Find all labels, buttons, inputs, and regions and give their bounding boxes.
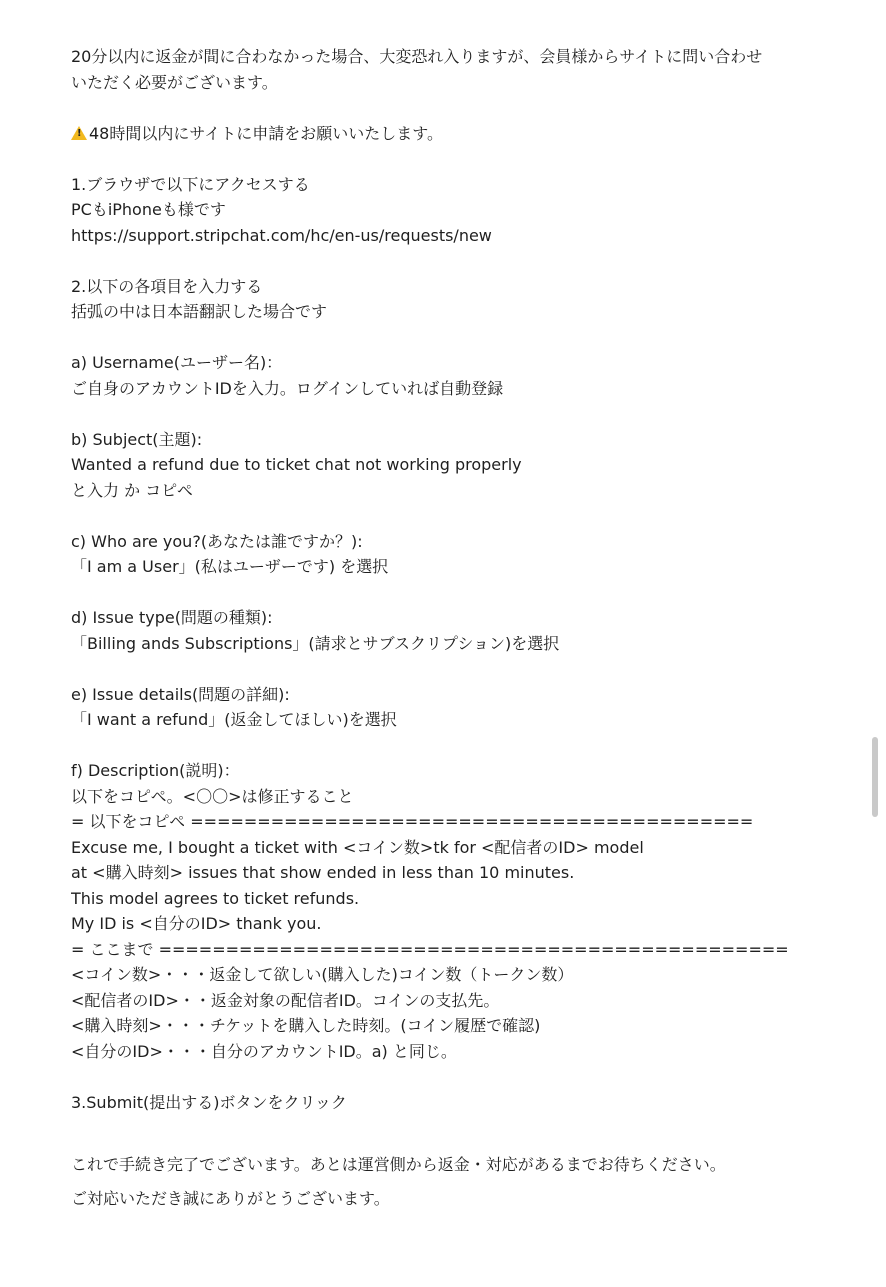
intro-line-2: いただく必要がございます。 (71, 72, 278, 92)
closing-section (71, 1148, 831, 1216)
step2-title: 2.以下の各項目を入力する (71, 276, 263, 296)
item-a-label: a) Username(ユーザー名)： (71, 353, 283, 372)
item-d-label: d) Issue type(問題の種類): (71, 608, 273, 627)
step3-title: 3.Submit(提出する)ボタンをクリック (71, 1092, 347, 1112)
item-c-text: 「I am a User」(私はユーザーです) を選択 (71, 557, 389, 576)
copy-line-4: My ID is <自分のID> thank you. (71, 914, 322, 933)
item-a-text: ご自身のアカウントIDを入力。ログインしていれば自動登録 (71, 378, 504, 398)
legend-line-2: <配信者のID>・・返金対象の配信者ID。コインの支払先。 (71, 990, 500, 1010)
warning-text: 48時間以内にサイトに申請をお願いいたします。 (89, 123, 443, 143)
vertical-scrollbar[interactable] (872, 737, 878, 817)
item-b-label: b) Subject(主題): (71, 429, 203, 449)
warning-icon (71, 126, 87, 140)
copy-line-1: Excuse me, I bought a ticket with <コイン数>tk for <配信者のID> model (71, 837, 644, 857)
item-e-label: e) Issue details(問題の詳細): (71, 684, 290, 704)
item-b-text-2: と入力 か コピペ (71, 480, 193, 500)
item-f-label: f) Description(説明)： (71, 761, 240, 780)
item-c-label: c) Who are you?(あなたは誰ですか？): (71, 531, 363, 551)
support-url: https://support.stripchat.com/hc/en-us/requests/new (71, 225, 492, 245)
copy-block-end: = ここまで =============================================== (71, 939, 789, 959)
intro-line-1: 20分以内に返金が間に合わなかった場合、大変恐れ入りますが、会員様からサイトに問い合わせ (71, 47, 763, 66)
copy-block-start: = 以下をコピペ ========================================== (71, 812, 754, 831)
copy-line-2: at <購入時刻> issues that show ended in less than 10 minutes. (71, 863, 575, 882)
step2-note: 括弧の中は日本語翻訳した場合です (71, 302, 328, 321)
copy-line-3: This model agrees to ticket refunds. (71, 888, 360, 908)
document-body (71, 44, 831, 1216)
item-b-text-1: Wanted a refund due to ticket chat not working properly (71, 455, 522, 474)
legend-line-4: <自分のID>・・・自分のアカウントID。a) と同じ。 (71, 1041, 457, 1061)
legend-line-1: <コイン数>・・・返金して欲しい(購入した)コイン数（トークン数） (71, 965, 574, 984)
legend-line-3: <購入時刻>・・・チケットを購入した時刻。(コイン履歴で確認) (71, 1016, 541, 1035)
closing-line-1: これで手続き完了でございます。あとは運営側から返金・対応があるまでお待ちください。 (71, 1155, 726, 1174)
item-d-text: 「Billing ands Subscriptions」(請求とサブスクリプション)を選択 (71, 633, 560, 653)
item-f-text: 以下をコピペ。<〇〇>は修正すること (71, 786, 354, 806)
step1-title: 1.ブラウザで以下にアクセスする (71, 174, 310, 194)
item-e-text: 「I want a refund」(返金してほしい)を選択 (71, 710, 397, 729)
closing-line-2: ご対応いただき誠にありがとうございます。 (71, 1189, 390, 1208)
step1-note: PCもiPhoneも様です (71, 200, 226, 219)
warning-line (71, 121, 831, 147)
